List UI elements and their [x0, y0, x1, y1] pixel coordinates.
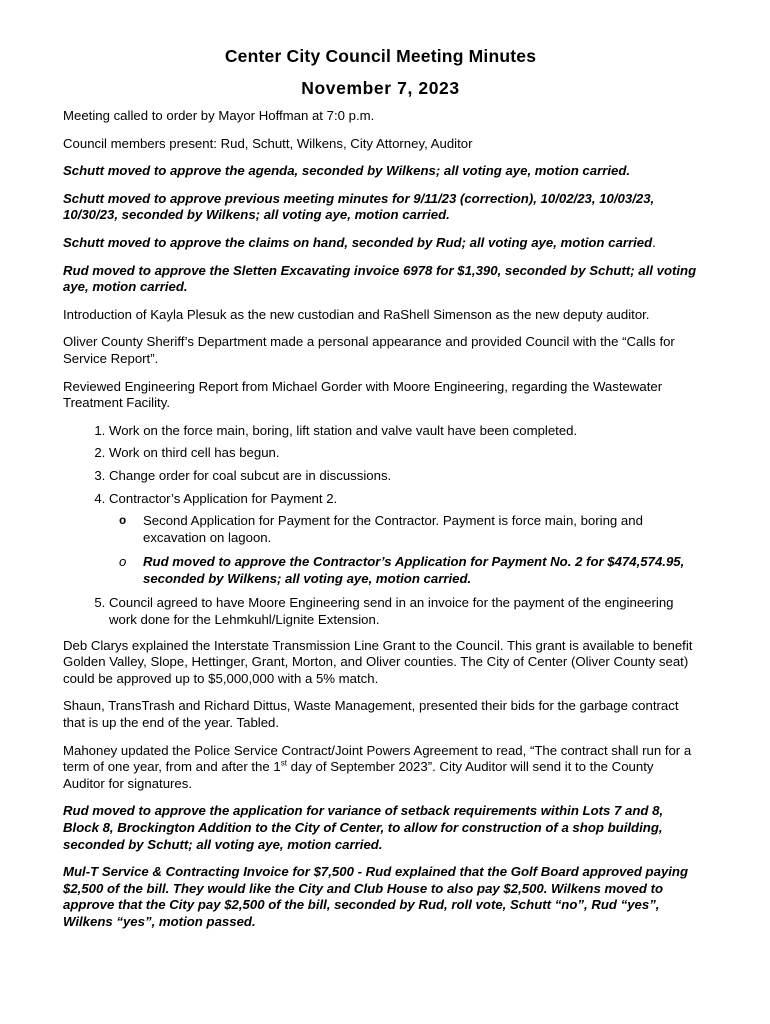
members-present: Council members present: Rud, Schutt, Wilkens, City Attorney, Auditor — [63, 135, 473, 151]
list-item — [109, 491, 698, 588]
sub-bullet: o — [119, 554, 127, 570]
list-item-text: Change order for coal subcut are in discussions. — [109, 467, 392, 483]
meeting-date: November 7, 2023 — [301, 78, 460, 98]
list-item — [109, 445, 698, 462]
list-item — [109, 468, 698, 485]
engineering-report: Reviewed Engineering Report from Michael Gorder with Moore Engineering, regarding the Wastewater Treatment Facility. — [63, 378, 663, 411]
document-title: Center City Council Meeting Minutes — [224, 46, 537, 66]
list-item-text: Council agreed to have Moore Engineering send in an invoice for the payment of the engineering work done for the Lehmkuhl/Lignite Extension. — [109, 595, 674, 628]
list-item — [109, 595, 698, 628]
motion-claims-paragraph — [63, 235, 698, 252]
motion-variance: Rud moved to approve the application for variance of setback requirements within Lots 7 and 8, Block 8, Brockington Addition to the City of Center, to allow for construction of a shop building, seconded by Schutt; all voting aye, motion carried. — [63, 803, 664, 852]
list-item-text: Work on third cell has begun. — [109, 445, 280, 461]
motion-claims: Schutt moved to approve the claims on hand, seconded by Rud; all voting aye, motion carried — [63, 234, 653, 250]
engineering-list — [63, 423, 698, 629]
sub-list-item — [119, 554, 698, 587]
sub-list-item — [119, 513, 698, 546]
list-item-text: Contractor’s Application for Payment 2. — [109, 490, 338, 506]
list-item-text: Work on the force main, boring, lift station and valve vault have been completed. — [109, 422, 578, 438]
police-contract — [63, 743, 698, 793]
transmission-grant: Deb Clarys explained the Interstate Transmission Line Grant to the Council. This grant is available to benefit Golden Valley, Slope, Hettinger, Grant, Morton, and Oliver counties. The City of Center (Oliver County seat) could be approved up to $5,000,000 with a 5% match. — [63, 637, 693, 686]
garbage-bids: Shaun, TransTrash and Richard Dittus, Waste Management, presented their bids for the garbage contract that is up the end of the year. Tabled. — [63, 698, 679, 731]
motion-mult-invoice: Mul-T Service & Contracting Invoice for $7,500 - Rud explained that the Golf Board approved paying $2,500 of the bill. They would like the City and Club House to also pay $2,500. Wilkens moved to approve that the City pay $2,500 of the bill, seconded by Rud, roll vote, Schutt “no”, Rud “yes”, Wilkens “yes”, motion passed. — [63, 864, 689, 929]
call-to-order: Meeting called to order by Mayor Hoffman at 7:0 p.m. — [63, 108, 375, 123]
police-contract-text-a: Mahoney updated the Police Service Contract/Joint Powers Agreement to read, “The contract shall run for a term of one year, from and after the 1 — [63, 742, 692, 775]
motion-sletten-invoice: Rud moved to approve the Sletten Excavating invoice 6978 for $1,390, seconded by Schutt; all voting aye, motion carried. — [63, 262, 697, 295]
sub-list-item-text: Second Application for Payment for the Contractor. Payment is force main, boring and excavation on lagoon. — [143, 513, 643, 545]
list-item — [109, 423, 698, 440]
sub-list — [109, 513, 698, 587]
motion-agenda: Schutt moved to approve the agenda, seconded by Wilkens; all voting aye, motion carried. — [63, 163, 631, 179]
police-contract-text-b: day of September 2023”. City Auditor will send it to the County Auditor for signatures. — [63, 759, 654, 791]
sub-bullet: o — [119, 514, 127, 529]
sub-list-item-text: Rud moved to approve the Contractor’s Application for Payment No. 2 for $474,574.95, seconded by Wilkens; all voting aye, motion carried. — [143, 554, 685, 586]
police-contract-superscript: st — [280, 758, 287, 768]
introductions: Introduction of Kayla Plesuk as the new custodian and RaShell Simenson as the new deputy auditor. — [63, 306, 650, 322]
sheriff-report: Oliver County Sheriff’s Department made a personal appearance and provided Council with the “Calls for Service Report”. — [63, 334, 675, 366]
motion-claims-period: . — [652, 234, 656, 250]
motion-previous-minutes: Schutt moved to approve previous meeting minutes for 9/11/23 (correction), 10/02/23, 10/03/23, 10/30/23, seconded by Wilkens; all voting aye, motion carried. — [63, 190, 655, 223]
